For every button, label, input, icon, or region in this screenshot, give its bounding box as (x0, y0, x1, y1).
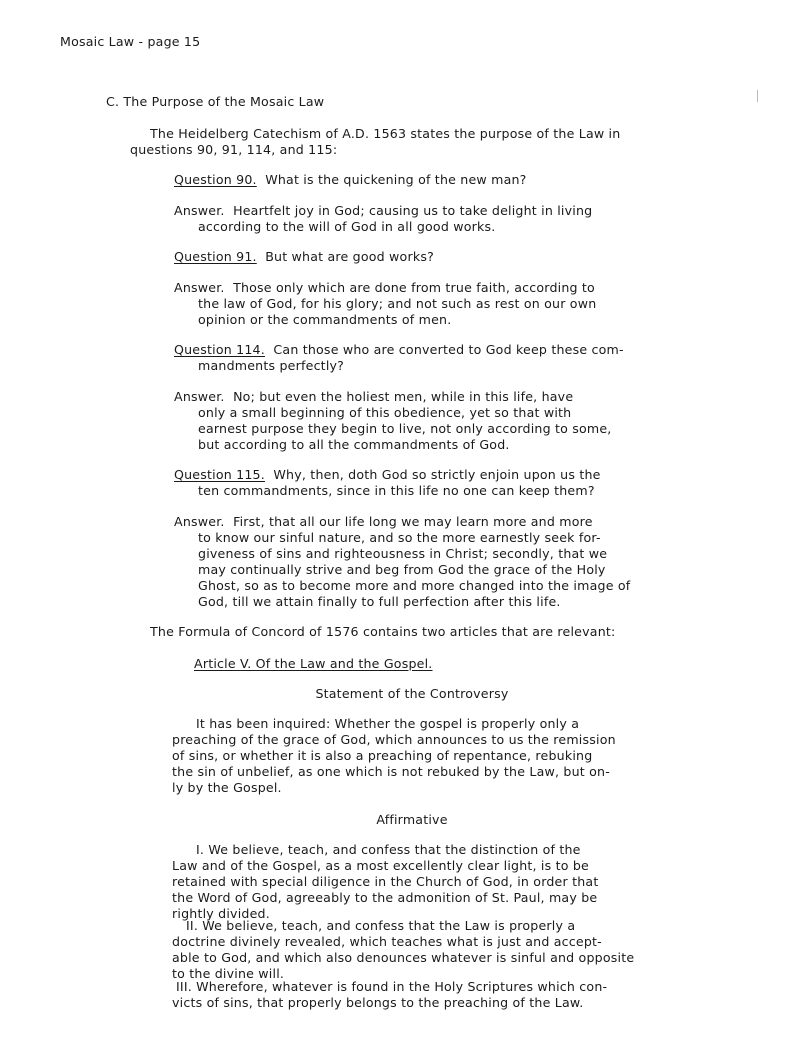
question-line: Can those who are converted to God keep these com- (273, 342, 624, 357)
answer-line: to know our sinful nature, and so the more earnestly seek for- (198, 530, 601, 545)
statement-line: the sin of unbelief, as one which is not rebuked by the Law, but on- (172, 764, 610, 779)
catechism-intro (130, 126, 730, 158)
question-line: ten commandments, since in this life no one can keep them? (198, 483, 595, 498)
statement-paragraph (172, 716, 712, 796)
answer-line: Ghost, so as to become more and more changed into the image of (198, 578, 631, 593)
answer-91 (174, 280, 714, 328)
affirmative-paragraph-3 (172, 979, 712, 1011)
answer-line: opinion or the commandments of men. (198, 312, 452, 327)
answer-line: only a small beginning of this obedience, yet so that with (198, 405, 572, 420)
affirmative-paragraph-2 (172, 918, 712, 982)
affirmative-line: III. Wherefore, whatever is found in the Holy Scriptures which con- (176, 979, 608, 994)
running-head: Mosaic Law - page 15 (60, 34, 201, 49)
question-label: Question 114. (174, 342, 265, 357)
answer-label: Answer. (174, 389, 225, 404)
answer-line: but according to all the commandments of God. (198, 437, 510, 452)
affirmative-line: Law and of the Gospel, as a most excellently clear light, is to be (172, 858, 589, 873)
answer-label: Answer. (174, 280, 225, 295)
question-90 (174, 172, 714, 188)
formula-intro: The Formula of Concord of 1576 contains two articles that are relevant: (150, 624, 616, 639)
answer-label: Answer. (174, 514, 225, 529)
answer-115 (174, 514, 714, 610)
article-title-text: Article V. Of the Law and the Gospel. (194, 656, 433, 671)
question-line: mandments perfectly? (198, 358, 345, 373)
intro-line: The Heidelberg Catechism of A.D. 1563 states the purpose of the Law in (150, 126, 621, 141)
answer-90 (174, 203, 714, 235)
answer-line: God, till we attain finally to full perfection after this life. (198, 594, 561, 609)
answer-line: Heartfelt joy in God; causing us to take delight in living (233, 203, 593, 218)
answer-line: giveness of sins and righteousness in Christ; secondly, that we (198, 546, 608, 561)
answer-line: No; but even the holiest men, while in this life, have (233, 389, 574, 404)
answer-114 (174, 389, 714, 453)
affirmative-line: the Word of God, agreeably to the admonition of St. Paul, may be (172, 890, 598, 905)
question-115 (174, 467, 714, 499)
question-label: Question 91. (174, 249, 257, 264)
question-text: What is the quickening of the new man? (265, 172, 527, 187)
answer-line: First, that all our life long we may learn more and more (233, 514, 593, 529)
statement-line: of sins, or whether it is also a preaching of repentance, rebuking (172, 748, 593, 763)
affirmative-line: victs of sins, that properly belongs to the preaching of the Law. (172, 995, 584, 1010)
question-114 (174, 342, 714, 374)
question-label: Question 90. (174, 172, 257, 187)
statement-line: ly by the Gospel. (172, 780, 282, 795)
affirmative-line: II. We believe, teach, and confess that the Law is properly a (186, 918, 576, 933)
intro-line: questions 90, 91, 114, and 115: (130, 142, 338, 157)
section-heading: C. The Purpose of the Mosaic Law (106, 94, 325, 109)
statement-line: preaching of the grace of God, which announces to us the remission (172, 732, 616, 747)
statement-line: It has been inquired: Whether the gospel is properly only a (196, 716, 580, 731)
scan-mark (757, 90, 758, 102)
question-91 (174, 249, 714, 265)
affirmative-line: doctrine divinely revealed, which teaches what is just and accept- (172, 934, 602, 949)
affirmative-line: retained with special diligence in the Church of God, in order that (172, 874, 599, 889)
answer-line: according to the will of God in all good works. (198, 219, 496, 234)
affirmative-paragraph-1 (172, 842, 712, 922)
question-text: But what are good works? (265, 249, 434, 264)
affirmative-line: rightly divided. (172, 906, 270, 921)
affirmative-line: to the divine will. (172, 966, 285, 981)
statement-heading: Statement of the Controversy (315, 686, 509, 701)
answer-line: may continually strive and beg from God the grace of the Holy (198, 562, 606, 577)
answer-line: earnest purpose they begin to live, not only according to some, (198, 421, 612, 436)
article-title (194, 656, 433, 672)
affirmative-line: able to God, and which also denounces whatever is sinful and opposite (172, 950, 635, 965)
answer-label: Answer. (174, 203, 225, 218)
affirmative-heading: Affirmative (376, 812, 448, 827)
question-line: Why, then, doth God so strictly enjoin upon us the (273, 467, 601, 482)
answer-line: the law of God, for his glory; and not such as rest on our own (198, 296, 597, 311)
answer-line: Those only which are done from true faith, according to (233, 280, 595, 295)
affirmative-line: I. We believe, teach, and confess that the distinction of the (196, 842, 581, 857)
question-label: Question 115. (174, 467, 265, 482)
